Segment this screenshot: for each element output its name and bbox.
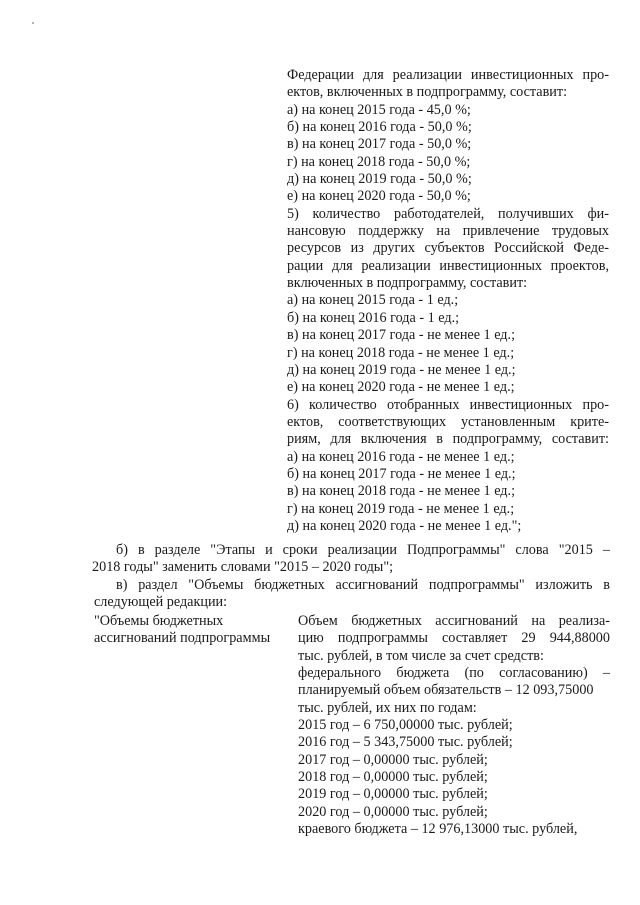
list-item: д) на конец 2019 года - не менее 1 ед.; [287,361,516,378]
table-value-line: цию подпрограммы составляет 29 944,88000 [298,630,610,647]
list-item: д) на конец 2020 года - не менее 1 ед."; [287,517,522,534]
list-item: е) на конец 2020 года - не менее 1 ед.; [287,379,515,396]
text-line: в) раздел "Объемы бюджетных ассигнований подпрограммы" изложить в [116,577,610,593]
list-item: г) на конец 2018 года - 50,0 %; [287,153,471,170]
table-label-cell [94,613,294,648]
text-line: 6) количество отобранных инвестиционных про- [287,396,609,413]
list-item: г) на конец 2019 года - не менее 1 ед.; [287,500,515,517]
text-line: рации для реализации инвестиционных проектов, [287,257,609,274]
text-line: включенных в подпрограмму, составит: [287,275,528,292]
paragraph-v [94,577,610,612]
text-line: риям, для включения в подпрограмму, составит: [287,431,609,448]
text-line: б) в разделе "Этапы и сроки реализации Подпрограммы" слова "2015 – [116,542,610,558]
text-line: 5) количество работодателей, получивших фи- [287,205,609,222]
text-line: ресурсов из других субъектов Российской Феде- [287,240,609,257]
table-value-line: тыс. рублей, их них по годам: [298,699,477,716]
table-value-cell [298,613,610,838]
list-item: а) на конец 2015 года - 45,0 %; [287,101,471,118]
table-value-line: краевого бюджета – 12 976,13000 тыс. рублей, [298,821,578,838]
scan-speck [32,22,34,24]
table-value-line: 2016 год – 5 343,75000 тыс. рублей; [298,734,513,751]
text-line: ектов, соответствующих установленным крите- [287,413,609,430]
text-line: Федерации для реализации инвестиционных про- [287,67,609,83]
text-line: 2018 годы" заменить словами "2015 – 2020 годы"; [92,559,394,576]
table-value-line: 2018 год – 0,00000 тыс. рублей; [298,769,488,786]
table-value-line: федерального бюджета (по согласованию) – [298,665,610,682]
table-value-line: 2019 год – 0,00000 тыс. рублей; [298,786,488,803]
table-value-line: тыс. рублей, в том числе за счет средств: [298,647,544,664]
table-value-line: планируемый объем обязательств – 12 093,75000 [298,682,594,699]
table-label-line: "Объемы бюджетных [94,613,224,629]
list-item: в) на конец 2017 года - не менее 1 ед.; [287,327,516,344]
list-item: е) на конец 2020 года - 50,0 %; [287,188,471,205]
text-line: ектов, включенных в подпрограмму, составит: [287,84,568,101]
table-label-line: ассигнований подпрограммы [94,630,271,647]
paragraph-b [94,542,610,577]
table-value-line: 2017 год – 0,00000 тыс. рублей; [298,751,488,768]
text-line: нансовую поддержку на привлечение трудовых [287,223,609,240]
list-item: б) на конец 2017 года - не менее 1 ед.; [287,465,516,482]
list-item: г) на конец 2018 года - не менее 1 ед.; [287,344,515,361]
text-line: следующей редакции: [94,594,228,611]
list-item: б) на конец 2016 года - 1 ед.; [287,309,460,326]
list-item: в) на конец 2018 года - не менее 1 ед.; [287,483,516,500]
list-item: в) на конец 2017 года - 50,0 %; [287,136,472,153]
indicators-column [287,67,609,535]
list-item: а) на конец 2016 года - не менее 1 ед.; [287,448,515,465]
list-item: а) на конец 2015 года - 1 ед.; [287,292,459,309]
table-value-line: 2020 год – 0,00000 тыс. рублей; [298,803,488,820]
list-item: б) на конец 2016 года - 50,0 %; [287,119,472,136]
list-item: д) на конец 2019 года - 50,0 %; [287,171,472,188]
table-value-line: Объем бюджетных ассигнований на реализа- [298,613,610,629]
table-value-line: 2015 год – 6 750,00000 тыс. рублей; [298,717,513,734]
